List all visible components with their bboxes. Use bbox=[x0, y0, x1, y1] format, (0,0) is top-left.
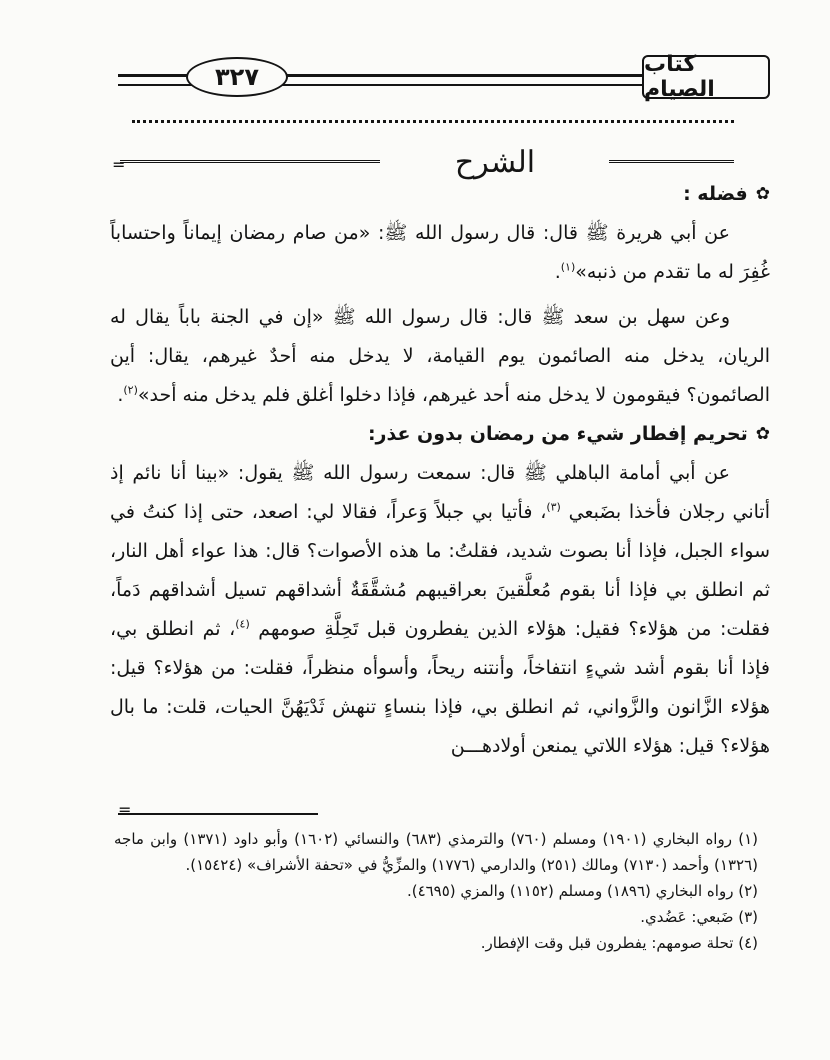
paragraph: وعن سهل بن سعد ﷺ قال: قال رسول الله ﷺ «إن في الجنة باباً يقال له الريان، يدخل منه الصائمون يوم القيامة، لا يدخل منه أحدٌ غيرهم، يقال: أين الصائمون؟ فيقومون لا يدخل منه أحد غيرهم، فإذا دخلوا أغلق فلم يدخل منه أحد»$^{(٢)}$. bbox=[110, 306, 770, 406]
subheading-prohibition bbox=[110, 415, 770, 454]
paragraph-text: عن أبي هريرة ﷺ قال: قال رسول الله ﷺ: «من صام رمضان إيماناً واحتساباً غُفِرَ له ما تقدم من ذنبه» bbox=[110, 222, 770, 283]
heading-rule-right bbox=[609, 160, 734, 163]
footnotes bbox=[114, 826, 758, 986]
page-number: ٣٢٧ bbox=[186, 57, 288, 97]
heading-marker: = bbox=[112, 155, 126, 174]
footnote: (١) رواه البخاري (١٩٠١) ومسلم (٧٦٠) والترمذي (٦٨٣) والنسائي (١٦٠٢) وأبو داود (١٣٧١) وابن ماجه (١٣٢٦) وأحمد (٧١٣٠) ومالك (٢٥١) والدارمي (١٧٧٦) والمزِّيُّ في «تحفة الأشراف» (١٥٤٢٤). bbox=[114, 830, 758, 874]
flower-icon: ✿ bbox=[755, 424, 770, 444]
dotted-divider bbox=[132, 120, 734, 123]
footnote: (٢) رواه البخاري (١٨٩٦) ومسلم (١١٥٢) والمزي (٤٦٩٥). bbox=[406, 882, 758, 900]
footnote-ref: (١) bbox=[560, 260, 576, 274]
paragraph-text: ، فأتيا بي جبلاً وَعراً، فقالا لي: اصعد، حتى إذا كنتُ في سواء الجبل، فإذا أنا بصوت شديد، فقلتُ: ما هذه الأصوات؟ قال: هذا عواء أهل النار، ثم انطلق بي فإذا أنا بقوم مُعلَّقينَ بعراقيبهم مُشقَّقَةٌ أشداقهم تسيل أشداقهم دَماً، فقلت: من هؤلاء؟ فقيل: هؤلاء الذين يفطرون قبل تَحِلَّةِ صومهم bbox=[110, 501, 770, 640]
paragraph-text: عن أبي أمامة الباهلي ﷺ قال: سمعت رسول الله ﷺ يقول: «بينا أنا نائم إذ أتاني رجلان فأخذا بضَبعي bbox=[110, 462, 770, 523]
continuation-marker: = bbox=[118, 800, 132, 819]
paragraph-text: وعن سهل بن سعد ﷺ قال: قال رسول الله ﷺ «إن في الجنة باباً يقال له الريان، يدخل منه الصائمون يوم القيامة، لا يدخل منه أحدٌ غيرهم، يقال: أين الصائمون؟ فيقومون لا يدخل منه أحد غيرهم، فإذا دخلوا أغلق فلم يدخل منه أحد» bbox=[110, 306, 770, 406]
flower-icon: ✿ bbox=[755, 184, 770, 204]
main-text bbox=[110, 175, 770, 815]
section-title: الشرح bbox=[454, 145, 536, 180]
book-title: كتاب الصيام bbox=[642, 55, 770, 99]
footnote: (٤) تحلة صومهم: يفطرون قبل وقت الإفطار. bbox=[480, 934, 758, 952]
subheading-label: تحريم إفطار شيء من رمضان بدون عذر: bbox=[367, 423, 748, 445]
footnote-ref: (٤) bbox=[235, 617, 250, 631]
paragraph: عن أبي هريرة ﷺ قال: قال رسول الله ﷺ: «من صام رمضان إيماناً واحتساباً غُفِرَ له ما تقدم من ذنبه»$^{(١)}$. bbox=[110, 222, 770, 283]
footnote-ref: (٣) bbox=[546, 500, 561, 514]
footnote-ref: (٢) bbox=[123, 383, 138, 397]
footnote-divider bbox=[118, 813, 318, 815]
subheading-label: فضله : bbox=[683, 183, 748, 205]
subheading-virtue bbox=[110, 175, 770, 214]
paragraph-text: ، ثم انطلق بي، فإذا أنا بقوم أشد شيءٍ انتفاخاً، وأنتنه ريحاً، وأسوأه منظراً، فقلت: من هؤلاء؟ قيل: هؤلاء الزَّانون والزَّواني، ثم انطلق بي، فإذا بنساءٍ تنهش ثَدْيَهُنَّ الحيات، قلت: ما بال هؤلاء؟ قيل: هؤلاء اللاتي يمنعن أولادهـــن bbox=[110, 618, 770, 757]
heading-rule-left bbox=[120, 160, 380, 163]
footnote: (٣) ضَبعي: عَضُدي. bbox=[640, 908, 758, 926]
paragraph bbox=[110, 454, 770, 766]
